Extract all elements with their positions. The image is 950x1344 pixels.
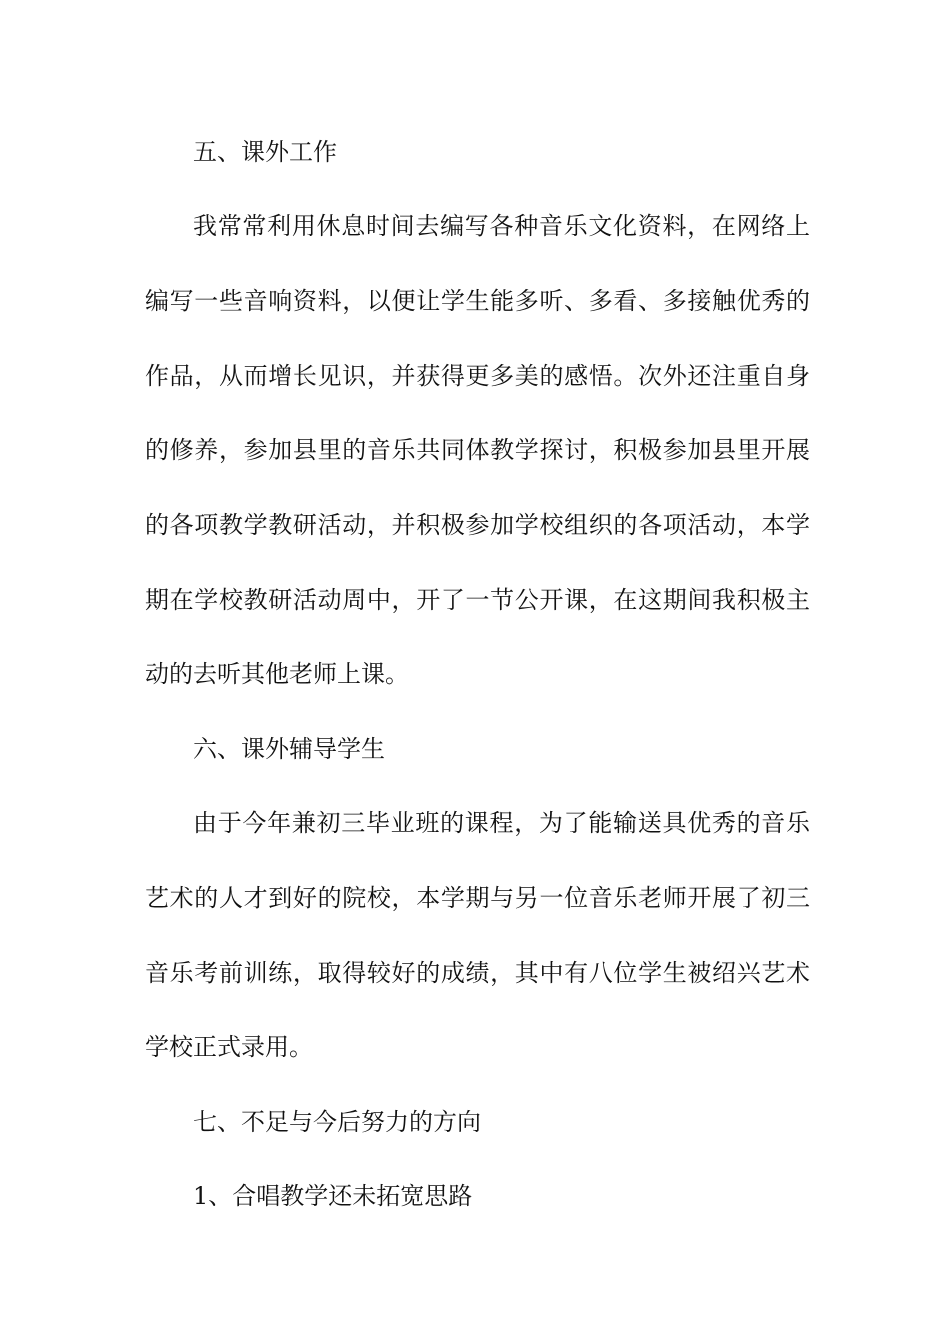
paragraph-line: 学校正式录用。 <box>145 1033 313 1061</box>
section-heading-6: 六、课外辅导学生 <box>193 735 385 763</box>
paragraph-line: 我常常利用休息时间去编写各种音乐文化资料，在网络上 <box>193 212 810 240</box>
section-heading-7: 七、不足与今后努力的方向 <box>193 1108 481 1136</box>
paragraph-line: 期在学校教研活动周中，开了一节公开课，在这期间我积极主 <box>145 586 810 614</box>
paragraph-line: 的各项教学教研活动，并积极参加学校组织的各项活动，本学 <box>145 511 810 539</box>
paragraph-line: 动的去听其他老师上课。 <box>145 660 409 688</box>
list-item-1: 1、合唱教学还未拓宽思路 <box>193 1182 473 1210</box>
paragraph-line: 艺术的人才到好的院校，本学期与另一位音乐老师开展了初三 <box>145 884 810 912</box>
paragraph-line: 音乐考前训练，取得较好的成绩，其中有八位学生被绍兴艺术 <box>145 959 810 987</box>
paragraph-line: 作品，从而增长见识，并获得更多美的感悟。次外还注重自身 <box>145 362 810 390</box>
paragraph-line: 的修养，参加县里的音乐共同体教学探讨，积极参加县里开展 <box>145 436 810 464</box>
section-heading-5: 五、课外工作 <box>193 138 337 166</box>
paragraph-line: 由于今年兼初三毕业班的课程，为了能输送具优秀的音乐 <box>193 809 810 837</box>
paragraph-line: 编写一些音响资料，以便让学生能多听、多看、多接触优秀的 <box>145 287 810 315</box>
